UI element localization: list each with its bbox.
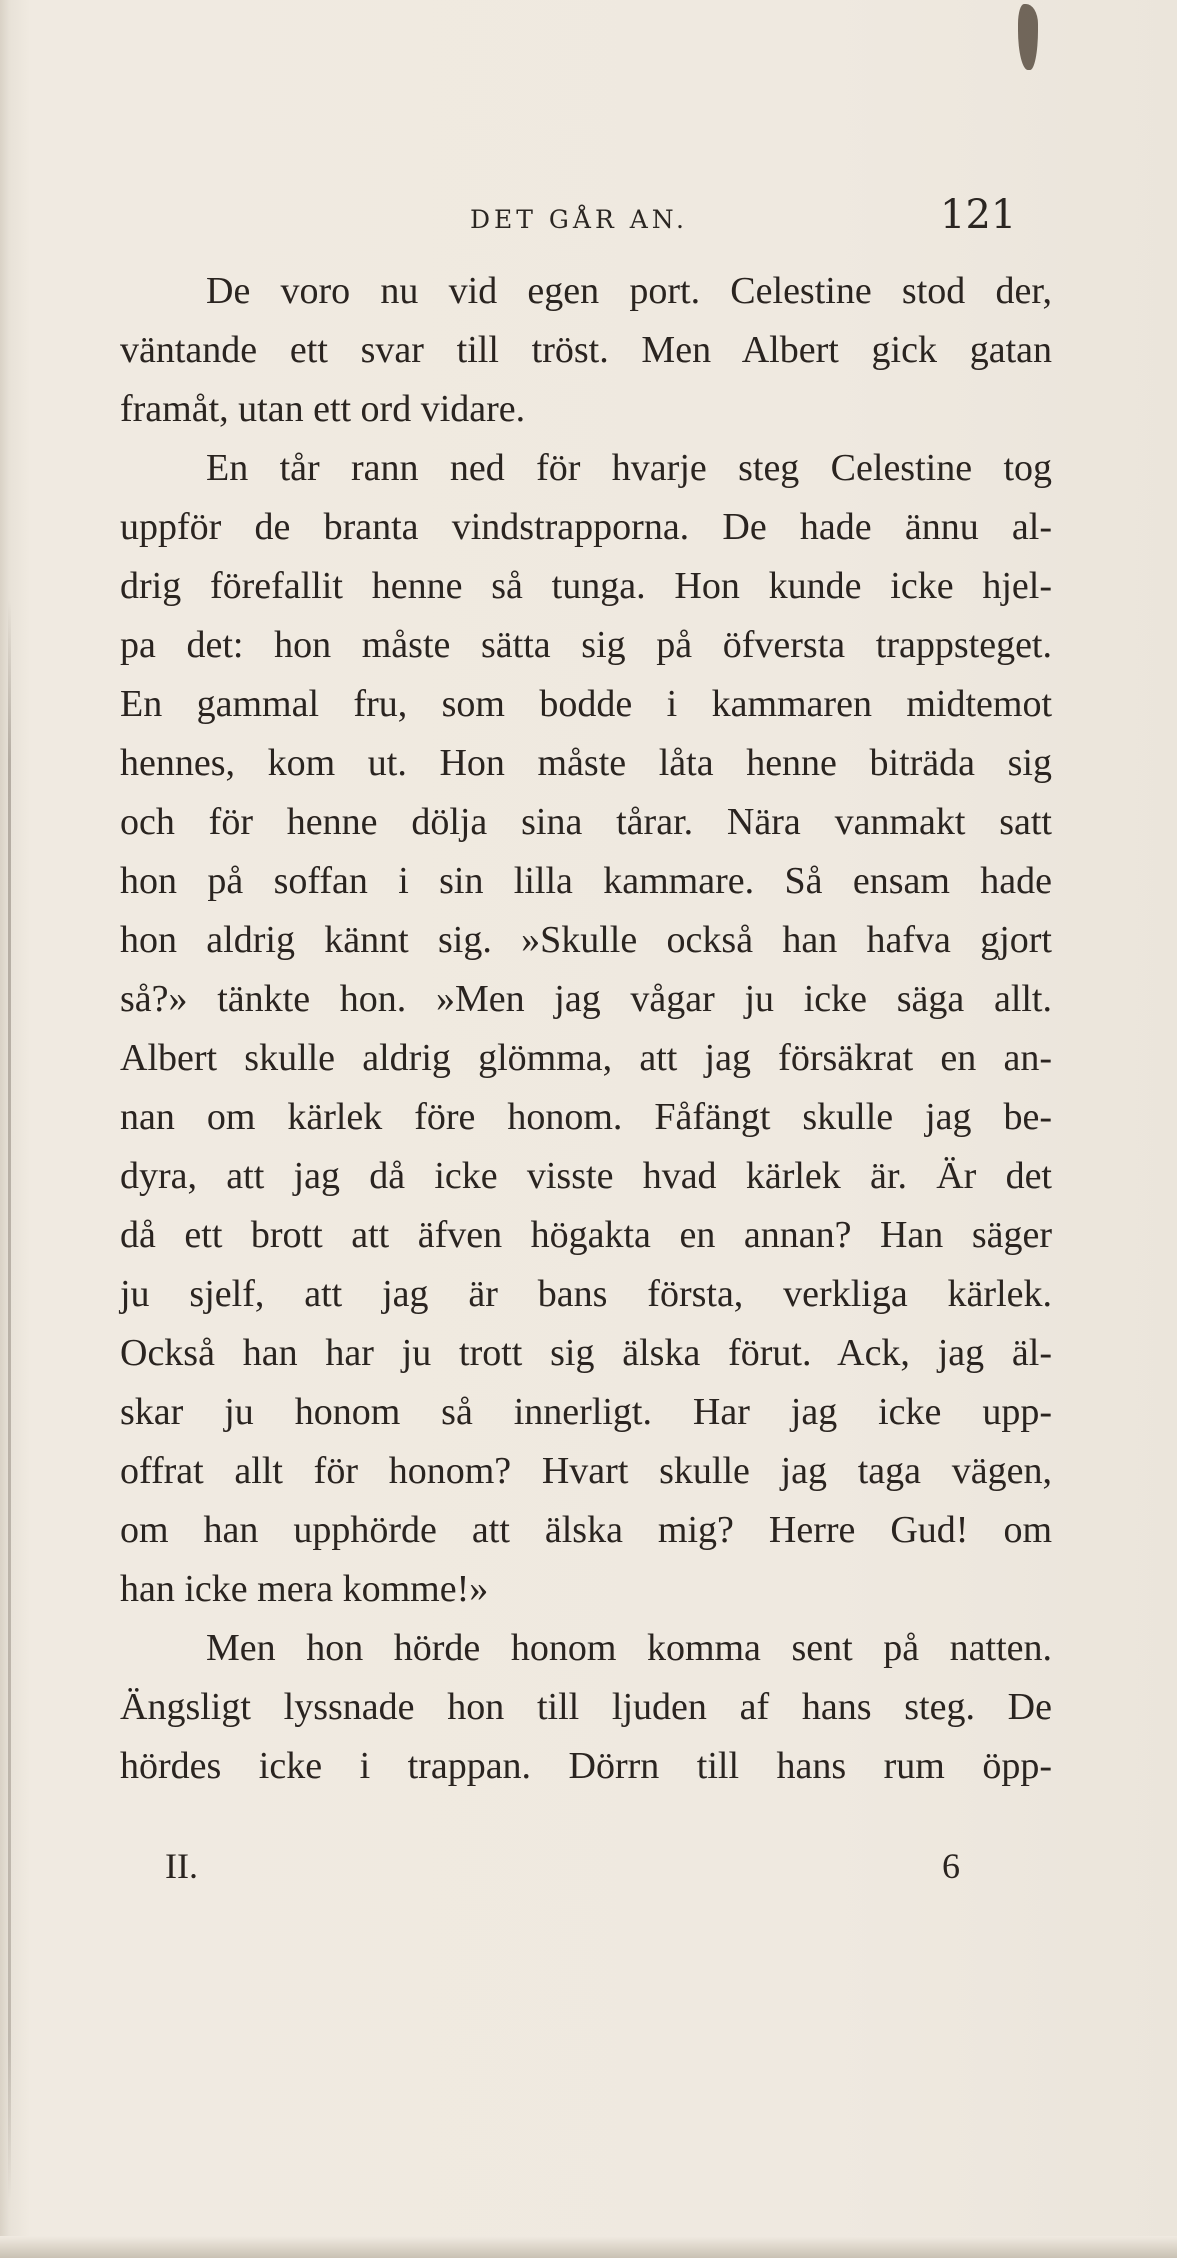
text-line: En gammal fru, som bodde i kammaren midtemot: [120, 683, 1052, 725]
text-line: Ängsligt lyssnade hon till ljuden af hans steg. De: [120, 1686, 1052, 1728]
body-text: [120, 262, 1052, 1796]
text-line: hördes icke i trappan. Dörrn till hans rum öpp-: [120, 1745, 1052, 1787]
text-line: skar ju honom så innerligt. Har jag icke upp-: [120, 1391, 1052, 1433]
text-line: uppför de branta vindstrapporna. De hade ännu al-: [120, 506, 1052, 548]
text-line: hon på soffan i sin lilla kammare. Så ensam hade: [120, 860, 1052, 902]
text-line: hennes, kom ut. Hon måste låta henne biträda sig: [120, 742, 1052, 784]
text-line: offrat allt för honom? Hvart skulle jag taga vägen,: [120, 1450, 1052, 1492]
ink-stain: [1018, 4, 1038, 70]
text-line: han icke mera komme!»: [120, 1568, 489, 1610]
text-line: om han upphörde att älska mig? Herre Gud! om: [120, 1509, 1052, 1551]
text-line: Men hon hörde honom komma sent på natten.: [206, 1627, 1052, 1669]
text-line: och för henne dölja sina tårar. Nära vanmakt satt: [120, 801, 1052, 843]
text-line: väntande ett svar till tröst. Men Albert gick gatan: [120, 329, 1052, 371]
signature-mark: II.: [165, 1846, 198, 1886]
signature-number: 6: [942, 1846, 960, 1886]
text-line: drig förefallit henne så tunga. Hon kunde icke hjel-: [120, 565, 1052, 607]
text-line: ju sjelf, att jag är bans första, verkliga kärlek.: [120, 1273, 1052, 1315]
text-line: så?» tänkte hon. »Men jag vågar ju icke säga allt.: [120, 978, 1052, 1020]
text-line: då ett brott att äfven högakta en annan? Han säger: [120, 1214, 1052, 1256]
page-number: 121: [940, 192, 1017, 238]
text-line: En tår rann ned för hvarje steg Celestine tog: [206, 447, 1052, 489]
running-title: DET GÅR AN.: [470, 205, 688, 234]
text-line: framåt, utan ett ord vidare.: [120, 388, 526, 430]
text-line: pa det: hon måste sätta sig på öfversta trappsteget.: [120, 624, 1052, 666]
text-line: nan om kärlek före honom. Fåfängt skulle jag be-: [120, 1096, 1052, 1138]
text-line: dyra, att jag då icke visste hvad kärlek är. Är det: [120, 1155, 1052, 1197]
page-edge-shadow: [8, 600, 11, 2200]
text-line: Också han har ju trott sig älska förut. Ack, jag äl-: [120, 1332, 1052, 1374]
text-line: Albert skulle aldrig glömma, att jag försäkrat en an-: [120, 1037, 1052, 1079]
text-line: hon aldrig kännt sig. »Skulle också han hafva gjort: [120, 919, 1052, 961]
page-bottom-edge: [0, 2236, 1177, 2258]
text-line: De voro nu vid egen port. Celestine stod der,: [206, 270, 1052, 312]
